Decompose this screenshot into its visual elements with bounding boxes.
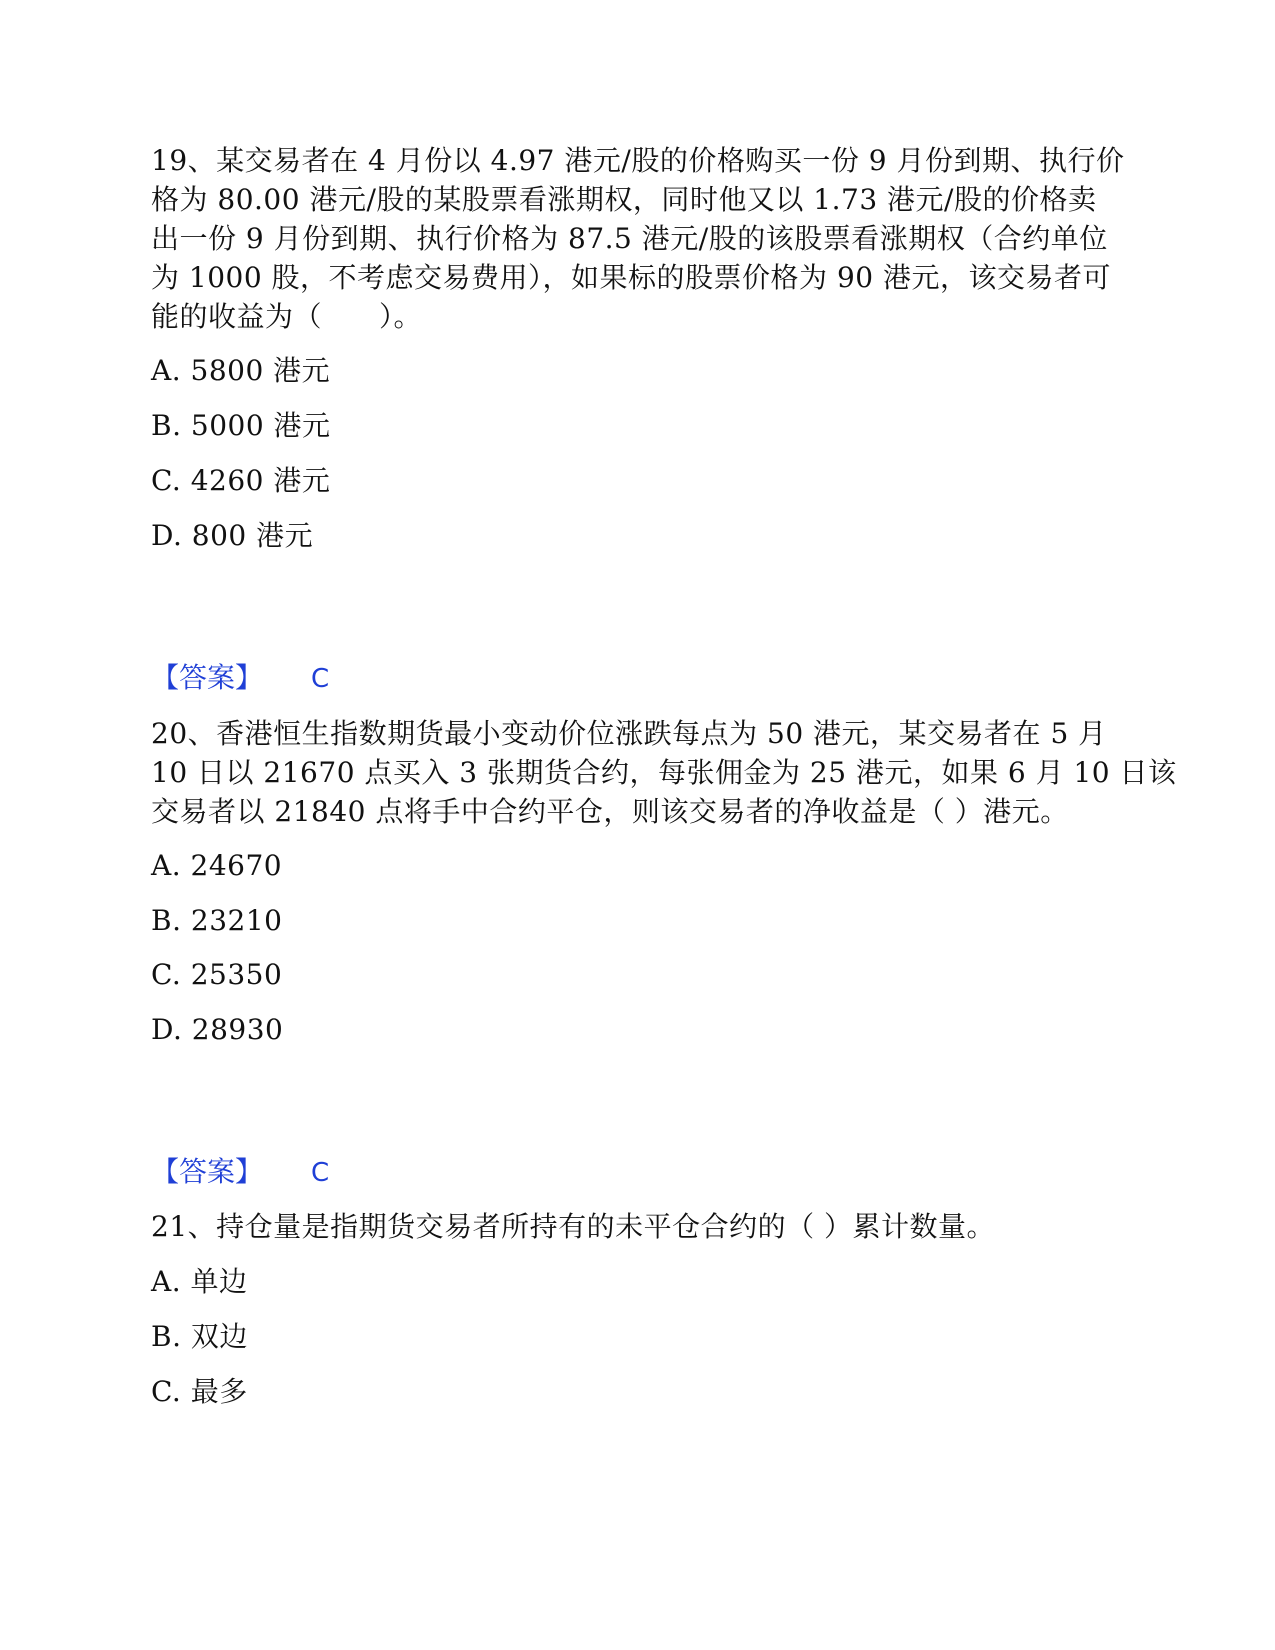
question-19-line-5: 能的收益为（ ）。: [151, 300, 423, 333]
answer-label: 【答案】: [151, 661, 264, 694]
question-19-line-1: 19、某交易者在 4 月份以 4.97 港元/股的价格购买一份 9 月份到期、执行价: [151, 144, 1125, 177]
question-19-option-d: D. 800 港元: [151, 519, 314, 552]
question-19-option-c: C. 4260 港元: [151, 464, 331, 497]
question-20-line-3: 交易者以 21840 点将手中合约平仓，则该交易者的净收益是（ ）港元。: [151, 795, 1069, 828]
question-20-answer: [151, 1152, 329, 1193]
question-20-option-c: C. 25350: [151, 958, 283, 991]
question-20-line-1: 20、香港恒生指数期货最小变动价位涨跌每点为 50 港元，某交易者在 5 月: [151, 717, 1107, 750]
question-21-option-b: B. 双边: [151, 1320, 248, 1353]
question-19-answer: [151, 658, 329, 699]
question-19-line-3: 出一份 9 月份到期、执行价格为 87.5 港元/股的该股票看涨期权（合约单位: [151, 222, 1108, 255]
answer-value: C: [311, 664, 330, 694]
answer-value: C: [311, 1158, 330, 1188]
question-20-option-d: D. 28930: [151, 1013, 284, 1046]
question-20-line-2: 10 日以 21670 点买入 3 张期货合约，每张佣金为 25 港元，如果 6 月 10 日该: [151, 756, 1177, 789]
answer-label: 【答案】: [151, 1155, 264, 1188]
question-21-line-1: 21、持仓量是指期货交易者所持有的未平仓合约的（ ）累计数量。: [151, 1210, 996, 1243]
question-19-line-4: 为 1000 股，不考虑交易费用），如果标的股票价格为 90 港元，该交易者可: [151, 261, 1111, 294]
question-19-line-2: 格为 80.00 港元/股的某股票看涨期权，同时他又以 1.73 港元/股的价格卖: [151, 183, 1097, 216]
question-20-option-b: B. 23210: [151, 904, 283, 937]
question-19-option-a: A. 5800 港元: [151, 354, 331, 387]
question-21-option-a: A. 单边: [151, 1265, 248, 1298]
question-21-option-c: C. 最多: [151, 1375, 248, 1408]
question-20-option-a: A. 24670: [151, 849, 283, 882]
question-19-option-b: B. 5000 港元: [151, 409, 331, 442]
